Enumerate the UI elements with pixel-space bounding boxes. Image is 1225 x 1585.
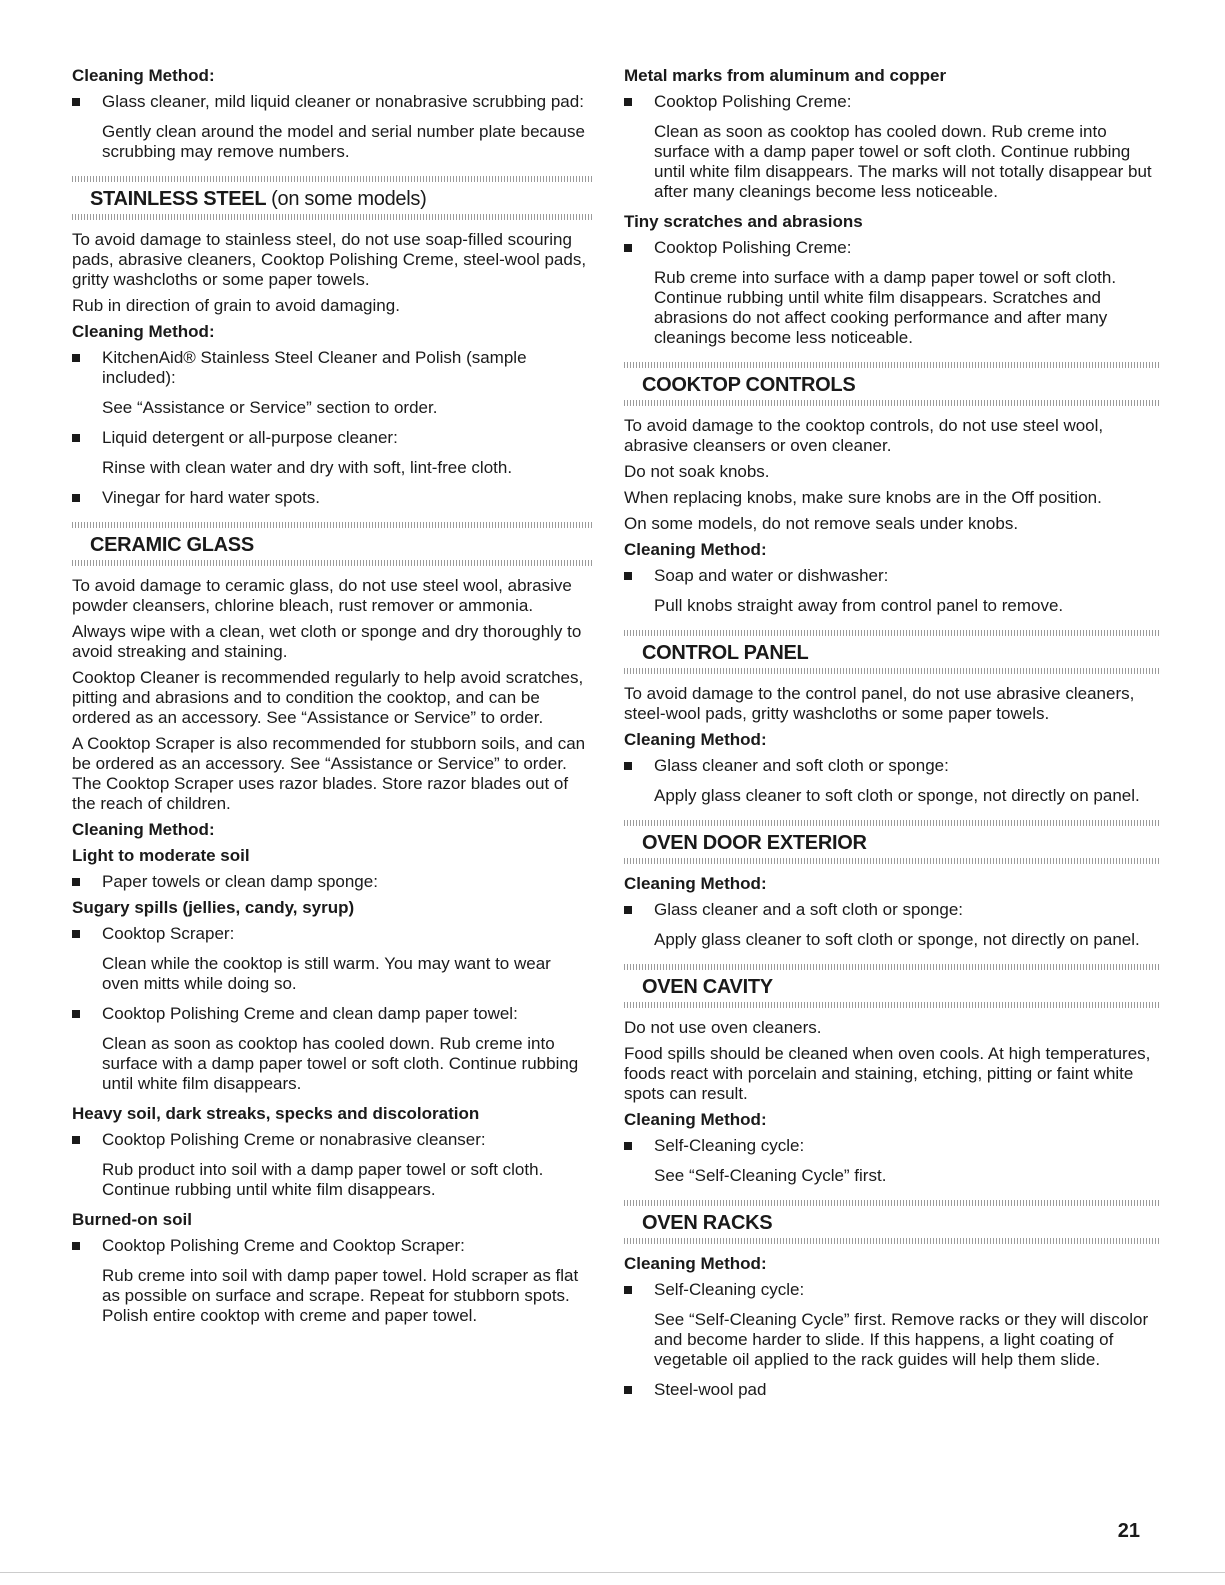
bullet-item: Cooktop Polishing Creme and clean damp paper towel: (72, 1004, 592, 1024)
section-title: COOKTOP CONTROLS (642, 374, 856, 396)
bullet-square-icon (72, 878, 80, 886)
soil-type-heading: Burned-on soil (72, 1210, 192, 1229)
bullet-detail: Clean as soon as cooktop has cooled down. Rub creme into surface with a damp paper towel or soft cloth. Continue rubbing until white film disappears. The marks will not totally disappear but after many cleanings become less noticeable. (654, 122, 1152, 201)
section-title: STAINLESS STEEL (on some models) (90, 188, 427, 210)
bullet-square-icon (72, 1136, 80, 1144)
bullet-item: Self-Cleaning cycle: (624, 1280, 1159, 1300)
bullet-detail: Rub product into soil with a damp paper towel or soft cloth. Continue rubbing until white film disappears. (102, 1160, 544, 1199)
bullet-square-icon (624, 762, 632, 770)
soil-type-heading: Heavy soil, dark streaks, specks and discoloration (72, 1104, 480, 1123)
paragraph: Food spills should be cleaned when oven cools. At high temperatures, foods react with porcelain and staining, etching, pitting or faint white spots can result. (624, 1044, 1151, 1103)
section-rule-bottom (72, 214, 592, 220)
bullet-detail: Apply glass cleaner to soft cloth or sponge, not directly on panel. (654, 786, 1140, 805)
section-oven-racks (624, 1200, 1159, 1244)
cleaning-method-heading: Cleaning Method: (72, 322, 215, 341)
bullet-detail: Rub creme into surface with a damp paper towel or soft cloth. Continue rubbing until white film disappears. Scratches and abrasions do not affect cooking performance and after many cleanings become less noticeable. (654, 268, 1117, 347)
section-cooktop-controls (624, 362, 1159, 406)
left-column (72, 60, 592, 1336)
bullet-square-icon (72, 1242, 80, 1250)
bullet-square-icon (624, 1386, 632, 1394)
paragraph: When replacing knobs, make sure knobs are in the Off position. (624, 488, 1102, 507)
bullet-square-icon (72, 98, 80, 106)
section-title: OVEN RACKS (642, 1212, 773, 1234)
bullet-square-icon (624, 572, 632, 580)
bullet-square-icon (624, 1286, 632, 1294)
bullet-item: Cooktop Polishing Creme: (624, 238, 1159, 258)
section-rule-bottom (624, 1002, 1159, 1008)
bullet-detail: See “Assistance or Service” section to order. (102, 398, 438, 417)
section-title: OVEN DOOR EXTERIOR (642, 832, 867, 854)
bullet-item: Soap and water or dishwasher: (624, 566, 1159, 586)
bullet-detail: Apply glass cleaner to soft cloth or sponge, not directly on panel. (654, 930, 1140, 949)
cleaning-method-heading: Cleaning Method: (624, 1110, 767, 1129)
section-rule-bottom (72, 560, 592, 566)
paragraph: To avoid damage to the cooktop controls, do not use steel wool, abrasive cleansers or oven cleaner. (624, 416, 1104, 455)
paragraph: Always wipe with a clean, wet cloth or sponge and dry thoroughly to avoid streaking and staining. (72, 622, 582, 661)
bullet-item: Self-Cleaning cycle: (624, 1136, 1159, 1156)
cleaning-method-heading: Cleaning Method: (624, 874, 767, 893)
section-ceramic-glass (72, 522, 592, 566)
bullet-item: Cooktop Scraper: (72, 924, 592, 944)
bullet-detail: Rub creme into soil with damp paper towel. Hold scraper as flat as possible on surface and scrape. Repeat for stubborn spots. Polish entire cooktop with creme and paper towel. (102, 1266, 579, 1325)
section-oven-door-exterior (624, 820, 1159, 864)
right-column (624, 60, 1159, 1406)
bullet-item: Paper towels or clean damp sponge: (72, 872, 592, 892)
cleaning-method-heading: Cleaning Method: (72, 66, 215, 85)
bullet-item: Glass cleaner and a soft cloth or sponge: (624, 900, 1159, 920)
section-stainless-steel (72, 176, 592, 220)
soil-type-heading: Metal marks from aluminum and copper (624, 66, 947, 85)
cleaning-method-heading: Cleaning Method: (72, 820, 215, 839)
bullet-detail: See “Self-Cleaning Cycle” first. Remove racks or they will discolor and become harder to slide. If this happens, a light coating of vegetable oil applied to the rack guides will help them slide. (654, 1310, 1149, 1369)
section-title: CONTROL PANEL (642, 642, 809, 664)
page-number: 21 (1117, 1520, 1140, 1542)
soil-type-heading: Light to moderate soil (72, 846, 250, 865)
bullet-square-icon (72, 434, 80, 442)
cleaning-method-heading: Cleaning Method: (624, 730, 767, 749)
bullet-item: Cooktop Polishing Creme or nonabrasive cleanser: (72, 1130, 592, 1150)
bullet-detail: Clean as soon as cooktop has cooled down. Rub creme into surface with a damp paper towel or soft cloth. Continue rubbing until white film disappears. (102, 1034, 579, 1093)
section-rule-bottom (624, 1238, 1159, 1244)
bullet-item: Liquid detergent or all-purpose cleaner: (72, 428, 592, 448)
paragraph: Cooktop Cleaner is recommended regularly to help avoid scratches, pitting and abrasions and to condition the cooktop, and can be ordered as an accessory. See “Assistance or Service” to order. (72, 668, 584, 727)
cleaning-method-heading: Cleaning Method: (624, 1254, 767, 1273)
bullet-item: Cooktop Polishing Creme: (624, 92, 1159, 112)
bullet-item: KitchenAid® Stainless Steel Cleaner and Polish (sample included): (72, 348, 592, 388)
bullet-square-icon (72, 1010, 80, 1018)
bullet-square-icon (72, 494, 80, 502)
paragraph: To avoid damage to the control panel, do not use abrasive cleaners, steel-wool pads, gritty washcloths or some paper towels. (624, 684, 1135, 723)
bullet-item: Steel-wool pad (624, 1380, 1159, 1400)
bullet-square-icon (624, 244, 632, 252)
bullet-square-icon (72, 354, 80, 362)
paragraph: On some models, do not remove seals under knobs. (624, 514, 1019, 533)
section-oven-cavity (624, 964, 1159, 1008)
paragraph: To avoid damage to ceramic glass, do not use steel wool, abrasive powder cleansers, chlorine bleach, rust remover or ammonia. (72, 576, 572, 615)
paragraph: Rub in direction of grain to avoid damaging. (72, 296, 400, 315)
section-title: OVEN CAVITY (642, 976, 773, 998)
bullet-detail: Gently clean around the model and serial number plate because scrubbing may remove numbers. (102, 122, 585, 161)
section-rule-bottom (624, 668, 1159, 674)
bullet-square-icon (624, 98, 632, 106)
section-rule-bottom (624, 400, 1159, 406)
paragraph: To avoid damage to stainless steel, do not use soap-filled scouring pads, abrasive cleaners, Cooktop Polishing Creme, steel-wool pads, gritty washcloths or some paper towels. (72, 230, 587, 289)
paragraph: Do not soak knobs. (624, 462, 770, 481)
bullet-item: Cooktop Polishing Creme and Cooktop Scraper: (72, 1236, 592, 1256)
bullet-detail: Pull knobs straight away from control panel to remove. (654, 596, 1064, 615)
section-control-panel (624, 630, 1159, 674)
soil-type-heading: Sugary spills (jellies, candy, syrup) (72, 898, 355, 917)
paragraph: Do not use oven cleaners. (624, 1018, 822, 1037)
bullet-square-icon (624, 1142, 632, 1150)
cleaning-method-heading: Cleaning Method: (624, 540, 767, 559)
bullet-detail: Rinse with clean water and dry with soft, lint-free cloth. (102, 458, 513, 477)
bullet-square-icon (624, 906, 632, 914)
bullet-square-icon (72, 930, 80, 938)
bullet-detail: See “Self-Cleaning Cycle” first. (654, 1166, 887, 1185)
section-title: CERAMIC GLASS (90, 534, 254, 556)
bullet-item: Glass cleaner, mild liquid cleaner or nonabrasive scrubbing pad: (72, 92, 592, 112)
paragraph: A Cooktop Scraper is also recommended for stubborn soils, and can be ordered as an accessory. See “Assistance or Service” to order. The Cooktop Scraper uses razor blades. Store razor blades out of the reach of children. (72, 734, 586, 813)
section-rule-bottom (624, 858, 1159, 864)
bullet-item: Glass cleaner and soft cloth or sponge: (624, 756, 1159, 776)
page-bottom-rule (0, 1572, 1225, 1573)
soil-type-heading: Tiny scratches and abrasions (624, 212, 863, 231)
bullet-item: Vinegar for hard water spots. (72, 488, 592, 508)
bullet-detail: Clean while the cooktop is still warm. You may want to wear oven mitts while doing so. (102, 954, 551, 993)
